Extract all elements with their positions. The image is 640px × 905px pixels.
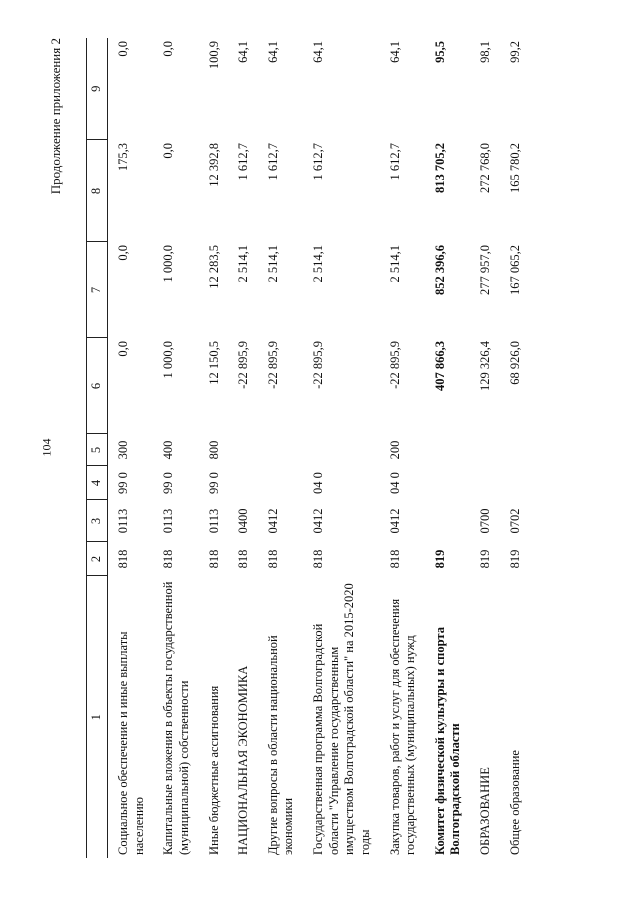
amount-cell: 0,0	[161, 143, 176, 159]
admin-code-cell: 818	[161, 549, 176, 569]
target-code-cell: 04 0	[311, 472, 325, 494]
amount-cell: 12 150,5	[206, 341, 221, 385]
amount-cell: 0,0	[116, 245, 130, 261]
expense-type-cell	[425, 434, 470, 466]
admin-code-cell: 818	[387, 549, 402, 569]
percent-cell: 64,1	[265, 41, 280, 63]
amount-cell: 1 612,7	[311, 143, 325, 181]
table-row	[500, 38, 530, 858]
row-name-cell: Другие вопросы в области национальной экономики	[265, 635, 296, 855]
target-code-cell	[425, 466, 470, 500]
amount-cell: 2 514,1	[311, 245, 325, 283]
row-name-cell: Капитальные вложения в объекты государственной (муниципальной) собственности	[161, 581, 191, 855]
amount-cell: 1 000,0	[161, 341, 176, 379]
amount-cell: 12 392,8	[206, 143, 221, 187]
column-header: 8	[87, 140, 108, 242]
appendix-caption: Продолжение приложения 2	[48, 38, 63, 195]
page-number: 104	[39, 438, 54, 457]
column-header: 1	[87, 576, 108, 858]
table-row	[228, 38, 258, 858]
target-code-cell: 99 0	[206, 472, 221, 494]
percent-cell: 100,9	[206, 41, 221, 70]
amount-cell: -22 895,9	[265, 341, 280, 389]
amount-cell: 2 514,1	[236, 245, 251, 283]
expense-type-cell: 800	[206, 440, 221, 460]
column-header: 7	[87, 242, 108, 338]
target-code-cell: 99 0	[116, 472, 130, 494]
row-name-cell: Социальное обеспечение и иные выплаты населению	[116, 631, 146, 855]
percent-cell: 0,0	[116, 41, 130, 57]
admin-code-cell: 819	[432, 549, 447, 569]
column-header: 9	[87, 38, 108, 140]
column-header: 2	[87, 542, 108, 576]
amount-cell: 1 612,7	[387, 143, 402, 181]
row-name-cell: Комитет физической культуры и спорта Волгоградской области	[432, 627, 463, 855]
column-header: 4	[87, 466, 108, 500]
section-code-cell: 0412	[311, 508, 325, 534]
expense-type-cell	[470, 434, 500, 466]
percent-cell: 99,2	[507, 41, 522, 63]
target-code-cell: 04 0	[387, 472, 402, 494]
target-code-cell	[470, 466, 500, 500]
rotated-table-area	[48, 38, 626, 858]
amount-cell: 165 780,2	[507, 143, 522, 193]
table-row	[425, 38, 470, 858]
row-name-cell: НАЦИОНАЛЬНАЯ ЭКОНОМИКА	[236, 665, 251, 855]
row-name-cell: Государственная программа Волгоградской области "Управление государственным имуществом Волгоградской области" на 2015-2020 годы	[311, 583, 372, 855]
amount-cell: -22 895,9	[311, 341, 325, 389]
section-code-cell: 0113	[206, 508, 221, 534]
table-row	[199, 38, 229, 858]
amount-cell: 1 612,7	[265, 143, 280, 181]
amount-cell: 175,3	[116, 143, 130, 172]
section-code-cell: 0113	[116, 508, 130, 534]
table-row	[108, 38, 154, 858]
amount-cell: -22 895,9	[236, 341, 251, 389]
admin-code-cell: 818	[206, 549, 221, 569]
table-row	[303, 38, 380, 858]
row-name-cell: Общее образование	[507, 750, 522, 855]
target-code-cell	[228, 466, 258, 500]
admin-code-cell: 818	[265, 549, 280, 569]
target-code-cell	[500, 466, 530, 500]
section-code-cell: 0412	[265, 508, 280, 534]
row-name-cell: ОБРАЗОВАНИЕ	[478, 767, 492, 855]
section-code-cell: 0412	[387, 508, 402, 534]
column-header: 6	[87, 338, 108, 434]
percent-cell: 64,1	[311, 41, 325, 63]
admin-code-cell: 819	[507, 549, 522, 569]
amount-cell: 277 957,0	[478, 245, 492, 295]
expense-type-cell: 300	[116, 440, 130, 460]
percent-cell: 95,5	[432, 41, 447, 63]
percent-cell: 64,1	[387, 41, 402, 63]
section-code-cell: 0400	[236, 508, 251, 534]
expense-type-cell	[303, 434, 380, 466]
amount-cell: 272 768,0	[478, 143, 492, 193]
amount-cell: 129 326,4	[478, 341, 492, 391]
amount-cell: -22 895,9	[387, 341, 402, 389]
column-header: 3	[87, 500, 108, 542]
section-code-cell	[425, 500, 470, 542]
amount-cell: 68 926,0	[507, 341, 522, 385]
expense-type-cell	[258, 434, 303, 466]
table-row	[380, 38, 425, 858]
section-code-cell: 0700	[478, 508, 492, 534]
table-row	[470, 38, 500, 858]
amount-cell: 1 000,0	[161, 245, 176, 283]
expense-type-cell	[228, 434, 258, 466]
amount-cell: 0,0	[116, 341, 130, 357]
amount-cell: 1 612,7	[236, 143, 251, 181]
percent-cell: 64,1	[236, 41, 251, 63]
amount-cell: 167 065,2	[507, 245, 522, 295]
amount-cell: 813 705,2	[432, 143, 447, 193]
target-code-cell: 99 0	[161, 472, 176, 494]
amount-cell: 2 514,1	[265, 245, 280, 283]
table-row	[153, 38, 198, 858]
column-header: 5	[87, 434, 108, 466]
table-row	[258, 38, 303, 858]
target-code-cell	[258, 466, 303, 500]
admin-code-cell: 818	[311, 549, 325, 569]
amount-cell: 407 866,3	[432, 341, 447, 391]
percent-cell: 0,0	[161, 41, 176, 57]
amount-cell: 12 283,5	[206, 245, 221, 289]
row-name-cell: Закупка товаров, работ и услуг для обеспечения государственных (муниципальных) нужд	[387, 598, 418, 855]
section-code-cell: 0113	[161, 508, 176, 534]
amount-cell: 2 514,1	[387, 245, 402, 283]
percent-cell: 98,1	[478, 41, 492, 63]
row-name-cell: Иные бюджетные ассигнования	[206, 685, 221, 855]
expense-type-cell: 200	[387, 440, 402, 460]
admin-code-cell: 818	[236, 549, 251, 569]
amount-cell: 852 396,6	[432, 245, 447, 295]
expense-type-cell: 400	[161, 440, 176, 460]
budget-table	[86, 38, 529, 858]
section-code-cell: 0702	[507, 508, 522, 534]
admin-code-cell: 819	[478, 549, 492, 569]
table-header-row	[87, 38, 108, 858]
admin-code-cell: 818	[116, 549, 130, 569]
expense-type-cell	[500, 434, 530, 466]
